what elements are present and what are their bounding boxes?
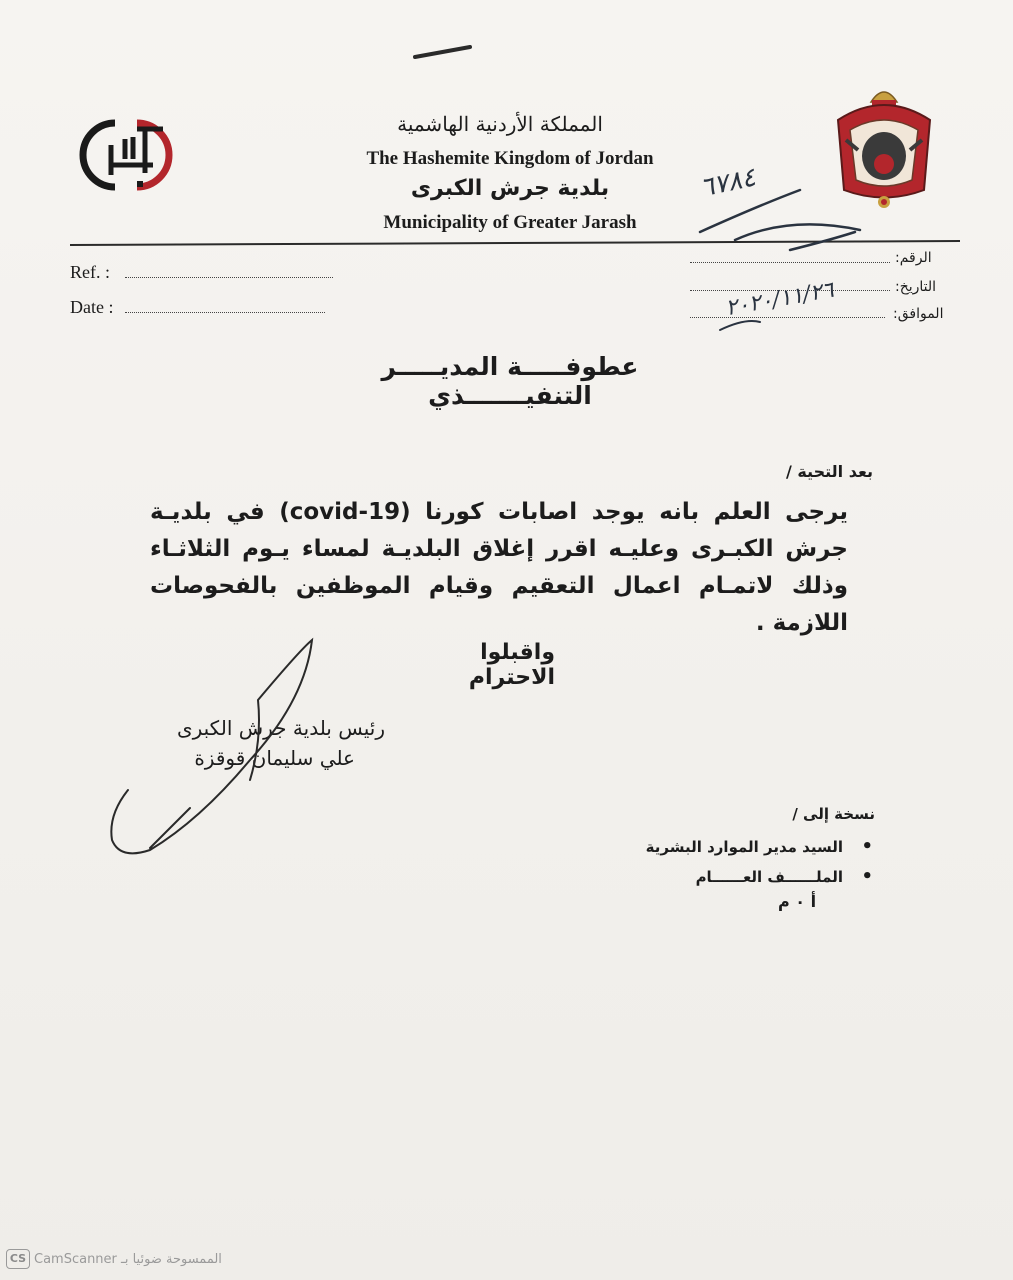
kingdom-name-english: The Hashemite Kingdom of Jordan <box>366 148 654 169</box>
camscanner-logo: CS <box>6 1249 30 1269</box>
date-label: Date : <box>70 297 114 317</box>
addressee-title: عطوفـــــة المديـــــر التنفيـــــــذي <box>381 352 639 410</box>
handwritten-number: ٦٧٨٤ <box>697 162 759 204</box>
list-item: السيد مدير الموارد البشرية • <box>583 832 843 862</box>
list-item: الملــــــف العــــــام • <box>583 862 843 892</box>
initials: أ ٠ م <box>778 892 817 911</box>
number-label-arabic: الرقم: <box>895 250 932 266</box>
ref-label: Ref. : <box>70 262 110 282</box>
date-label-arabic: التاريخ: <box>895 279 937 295</box>
kingdom-name-arabic: المملكة الأردنية الهاشمية <box>397 112 603 136</box>
signatory-name: علي سليمان قوقزة <box>194 746 355 770</box>
municipality-name-english: Municipality of Greater Jarash <box>383 212 637 233</box>
camscanner-text: الممسوحة ضوئيا بـ CamScanner <box>34 1251 222 1267</box>
letter-body: يرجى العلم بانه يوجد اصابات كورنا (covid-19) في بلديـة جرش الكبـرى وعليـه اقرر إغلاق البلديـة لمساء يـوم الثلاثـاء وذلك لاتمـام اعمال التعقيم وقيام الموظفين بالفحوصات اللازمة . <box>150 499 848 636</box>
copy-to-label: نسخة إلى / <box>792 805 875 823</box>
greeting: بعد التحية / <box>785 462 873 481</box>
copy-to-list <box>583 832 843 892</box>
camscanner-watermark <box>6 1249 222 1269</box>
agreed-label-arabic: الموافق: <box>893 306 944 322</box>
closing-phrase: واقبلوا الاحترام <box>468 640 555 690</box>
signatory-title: رئيس بلدية جرش الكبرى <box>176 716 385 740</box>
municipality-name-arabic: بلدية جرش الكبرى <box>410 176 610 201</box>
handwritten-date: ٢٠٢٠/١١/٢٦ <box>723 277 836 322</box>
